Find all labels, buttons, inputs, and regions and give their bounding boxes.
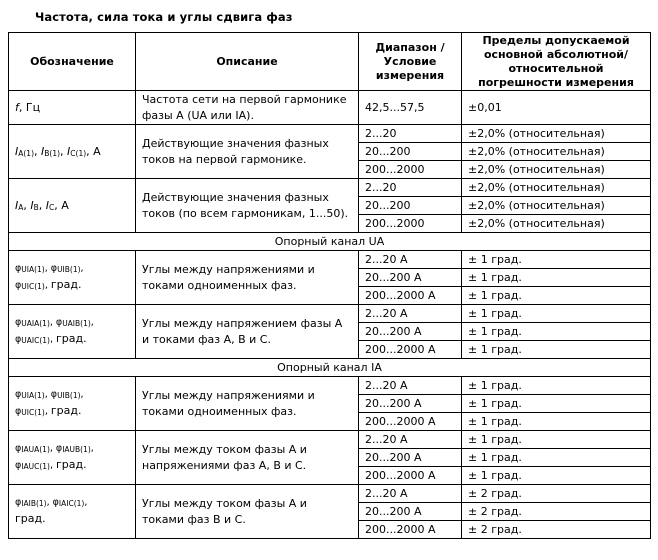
header-range: Диапазон / Условие измерения: [359, 33, 462, 91]
description-cell: Действующие значения фазных токов (по всем гармоникам, 1...50).: [136, 179, 359, 233]
table-row: [9, 91, 651, 125]
error-cell: ±2,0% (относительная): [462, 197, 651, 215]
table-row: [9, 377, 651, 395]
table-row: [9, 125, 651, 143]
error-cell: ± 1 град.: [462, 323, 651, 341]
range-cell: 2...20 A: [359, 305, 462, 323]
section-heading-ua: Опорный канал UA: [9, 233, 651, 251]
range-cell: 2...20: [359, 179, 462, 197]
range-cell: 42,5...57,5: [359, 91, 462, 125]
error-cell: ± 1 град.: [462, 449, 651, 467]
section-heading-ia: Опорный канал IA: [9, 359, 651, 377]
range-cell: 200...2000 A: [359, 467, 462, 485]
error-cell: ± 1 град.: [462, 341, 651, 359]
range-cell: 2...20: [359, 125, 462, 143]
table-row: [9, 431, 651, 449]
header-description: Описание: [136, 33, 359, 91]
error-cell: ± 2 град.: [462, 485, 651, 503]
table-title: Частота, сила тока и углы сдвига фаз: [35, 10, 293, 24]
error-cell: ± 1 град.: [462, 377, 651, 395]
section-row: [9, 359, 651, 377]
error-cell: ±2,0% (относительная): [462, 161, 651, 179]
range-cell: 20...200: [359, 143, 462, 161]
error-cell: ± 1 град.: [462, 251, 651, 269]
header-limits: Пределы допускаемой основной абсолютной/ относительной погрешности измерения: [462, 33, 651, 91]
designation-cell: $\varphi_{UIA(1)}$, $\varphi_{UIB(1)}$, $\varphi_{UIC(1)}$, град.: [9, 377, 136, 431]
range-cell: 20...200 A: [359, 323, 462, 341]
error-cell: ± 1 град.: [462, 467, 651, 485]
range-cell: 200...2000: [359, 161, 462, 179]
error-cell: ± 1 град.: [462, 431, 651, 449]
error-cell: ±2,0% (относительная): [462, 125, 651, 143]
range-cell: 2...20 A: [359, 251, 462, 269]
range-cell: 2...20 A: [359, 431, 462, 449]
error-cell: ±2,0% (относительная): [462, 179, 651, 197]
description-cell: Углы между током фазы A и напряжениями фаз A, B и C.: [136, 431, 359, 485]
range-cell: 20...200: [359, 197, 462, 215]
range-cell: 20...200 A: [359, 269, 462, 287]
range-cell: 2...20 A: [359, 485, 462, 503]
spec-table: [8, 32, 651, 539]
error-cell: ±2,0% (относительная): [462, 143, 651, 161]
description-cell: Углы между напряжениями и токами одноименных фаз.: [136, 377, 359, 431]
error-cell: ± 1 град.: [462, 269, 651, 287]
description-cell: Действующие значения фазных токов на первой гармонике.: [136, 125, 359, 179]
description-cell: Частота сети на первой гармонике фазы A (UA или IA).: [136, 91, 359, 125]
range-cell: 200...2000: [359, 215, 462, 233]
error-cell: ± 1 град.: [462, 305, 651, 323]
range-cell: 20...200 A: [359, 449, 462, 467]
error-cell: ±2,0% (относительная): [462, 215, 651, 233]
range-cell: 200...2000 A: [359, 287, 462, 305]
range-cell: 200...2000 A: [359, 521, 462, 539]
table-row: [9, 485, 651, 503]
range-cell: 2...20 A: [359, 377, 462, 395]
range-cell: 20...200 A: [359, 395, 462, 413]
error-cell: ± 2 град.: [462, 521, 651, 539]
error-cell: ±0,01: [462, 91, 651, 125]
designation-cell: $\varphi_{UIA(1)}$, $\varphi_{UIB(1)}$, $\varphi_{UIC(1)}$, град.: [9, 251, 136, 305]
table-row: [9, 179, 651, 197]
table-row: [9, 305, 651, 323]
designation-cell: $\varphi_{IAIB(1)}$, $\varphi_{IAIC(1)}$, град.: [9, 485, 136, 539]
designation-cell: $\varphi_{UAIA(1)}$, $\varphi_{UAIB(1)}$, $\varphi_{UAIC(1)}$, град.: [9, 305, 136, 359]
description-cell: Углы между током фазы A и токами фаз B и C.: [136, 485, 359, 539]
error-cell: ± 1 град.: [462, 287, 651, 305]
range-cell: 200...2000 A: [359, 413, 462, 431]
designation-cell: $I_{A(1)}$, $I_{B(1)}$, $I_{C(1)}$, A: [9, 125, 136, 179]
designation-cell: f, Гц: [9, 91, 136, 125]
error-cell: ± 2 град.: [462, 503, 651, 521]
range-cell: 20...200 A: [359, 503, 462, 521]
description-cell: Углы между напряжениями и токами одноименных фаз.: [136, 251, 359, 305]
designation-cell: $I_A$, $I_B$, $I_C$, A: [9, 179, 136, 233]
section-row: [9, 233, 651, 251]
error-cell: ± 1 град.: [462, 413, 651, 431]
designation-cell: $\varphi_{IAUA(1)}$, $\varphi_{IAUB(1)}$, $\varphi_{IAUC(1)}$, град.: [9, 431, 136, 485]
error-cell: ± 1 град.: [462, 395, 651, 413]
range-cell: 200...2000 A: [359, 341, 462, 359]
table-row: [9, 251, 651, 269]
header-designation: Обозначение: [9, 33, 136, 91]
header-row: [9, 33, 651, 91]
description-cell: Углы между напряжением фазы A и токами фаз A, B и C.: [136, 305, 359, 359]
